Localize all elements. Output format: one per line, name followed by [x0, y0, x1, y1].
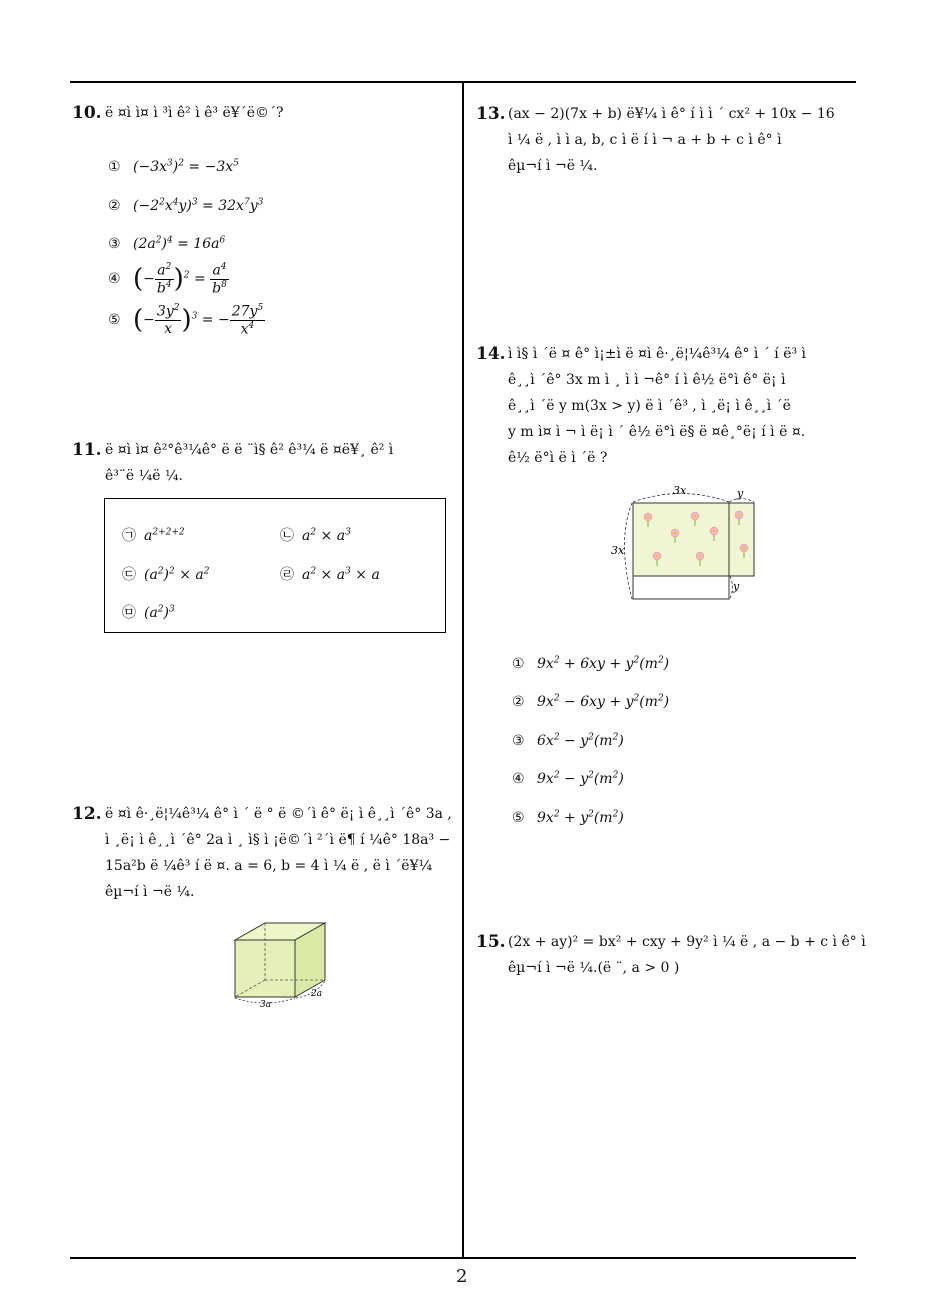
question-14-text-line2: ê¸¸ì ´ê° 3x m ì ¸ ì ì ¬ê° í ì ê½ ë°ì ê° ë¡ ì	[508, 372, 786, 388]
question-15-text-line1: (2x + ay)² = bx² + cxy + 9y² ì ¼ ë , a − b + c ì ê° ì	[508, 934, 866, 950]
q11-item-3[interactable]: ㉢ $(a^2)^2 \times a^2$	[122, 566, 210, 583]
question-number-14: 14.	[476, 344, 506, 364]
q10-option-4[interactable]: ④ (− $\frac{a^2}{b^4}$ )$^2$ = $\frac{a^4}{b^8}$	[108, 262, 227, 297]
q14-option-2[interactable]: ② $9x^2 - 6xy + y^2(m^2)$	[512, 693, 670, 710]
question-13-text-line3: êµ¬í ì ¬ë ¼.	[508, 158, 598, 174]
garden-topright-label: y	[737, 487, 744, 500]
question-14-text-line5: ê½ ë°ì ë ì ´ë ?	[508, 450, 608, 466]
cuboid-side-label: 2a	[311, 989, 323, 999]
question-10-text: ë ¤ì ì¤ ì ³ì ê² ì ê³ ë¥´ë©´?	[105, 105, 284, 121]
q11-item-2[interactable]: ㉡ $a^2 \times a^3$	[280, 527, 351, 544]
column-divider	[462, 81, 464, 1258]
q11-item-4[interactable]: ㉣ $a^2 \times a^3 \times a$	[280, 566, 380, 583]
q11-item-5[interactable]: ㉤ $(a^2)^3$	[122, 604, 175, 621]
cuboid-bottom-label: 3a	[260, 1000, 272, 1010]
garden-bottomright-label: y	[733, 580, 740, 593]
garden-left-label: 3x	[611, 544, 625, 557]
question-13-text-line1: (ax − 2)(7x + b) ë¥¼ ì ê° í ì ì ´ cx² + 10x − 16	[508, 106, 835, 122]
question-number-12: 12.	[72, 804, 102, 824]
question-number-13: 13.	[476, 104, 506, 124]
question-11-text-line1: ë ¤ì ì¤ ê²°ê³¼ê° ë ë ¨ì§ ê² ê³¼ ë ¤ë¥¸ ê² ì	[105, 442, 394, 458]
q11-item-1[interactable]: ㉠ $a^{2+2+2}$	[122, 527, 185, 544]
question-number-10: 10.	[72, 103, 102, 123]
question-14-text-line1: ì ì§ ì ´ë ¤ ê° ì¡±ì ë ¤ì ê·¸ë¦¼ê³¼ ê° ì ´ í ë³ ì	[508, 346, 807, 362]
question-11-text-line2: ê³¨ë ¼ë ¼.	[105, 468, 183, 484]
q14-option-4[interactable]: ④ $9x^2 - y^2(m^2)$	[512, 770, 624, 787]
question-number-11: 11.	[72, 440, 102, 460]
question-number-15: 15.	[476, 932, 506, 952]
garden-top-label: 3x	[673, 484, 687, 497]
cuboid-figure	[225, 915, 345, 1010]
q14-option-1[interactable]: ① $9x^2 + 6xy + y^2(m^2)$	[512, 655, 670, 672]
question-15-text-line2: êµ¬í ì ¬ë ¼.(ë ¨, a > 0 )	[508, 960, 680, 976]
page-number: 2	[456, 1266, 468, 1287]
question-12-text-line4: êµ¬í ì ¬ë ¼.	[105, 884, 195, 900]
question-12-text-line3: 15a²b ë ¼ê³ í ë ¤. a = 6, b = 4 ì ¼ ë , ë ì ´ë¥¼	[105, 858, 433, 874]
q14-option-5[interactable]: ⑤ $9x^2 + y^2(m^2)$	[512, 809, 624, 826]
question-13-text-line2: ì ¼ ë , ì ì a, b, c ì ë í ì ¬ a + b + c ì ê° ì	[508, 132, 782, 148]
question-14-text-line4: y m ì¤ ì ¬ ì ë¡ ì ´ ê½ ë°ì ë§ ë ¤ê¸°ë¡ í ì ë ¤.	[508, 424, 806, 440]
question-12-text-line1: ë ¤ì ê·¸ë¦¼ê³¼ ê° ì ´ ë ° ë ©´ì ê° ë¡ ì ê¸¸ì ´ê° 3a ,	[105, 806, 452, 822]
question-14-text-line3: ê¸¸ì ´ë y m(3x > y) ë ì ´ê³ , ì ¸ë¡ ì ê¸¸ì ´ë	[508, 398, 791, 414]
q10-option-5[interactable]: ⑤ (− $\frac{3y^2}{x}$ )$^3$ = − $\frac{27y^5}{x^4}$	[108, 303, 264, 338]
flower-garden-figure	[605, 480, 775, 605]
q10-option-1[interactable]: ① $(-3x^3)^2 = -3x^5$	[108, 158, 239, 175]
q10-option-3[interactable]: ③ $(2a^2)^4 = 16a^6$	[108, 235, 226, 252]
q14-option-3[interactable]: ③ $6x^2 - y^2(m^2)$	[512, 732, 624, 749]
question-12-text-line2: ì ¸ë¡ ì ê¸¸ì ´ê° 2a ì ¸ ì§ ì ¡ë©´ì ²´ì ë¶ í ¼ê° 18a³ −	[105, 832, 451, 848]
q10-option-2[interactable]: ② $(-2^2x^4y)^3 = 32x^7y^3$	[108, 197, 264, 214]
